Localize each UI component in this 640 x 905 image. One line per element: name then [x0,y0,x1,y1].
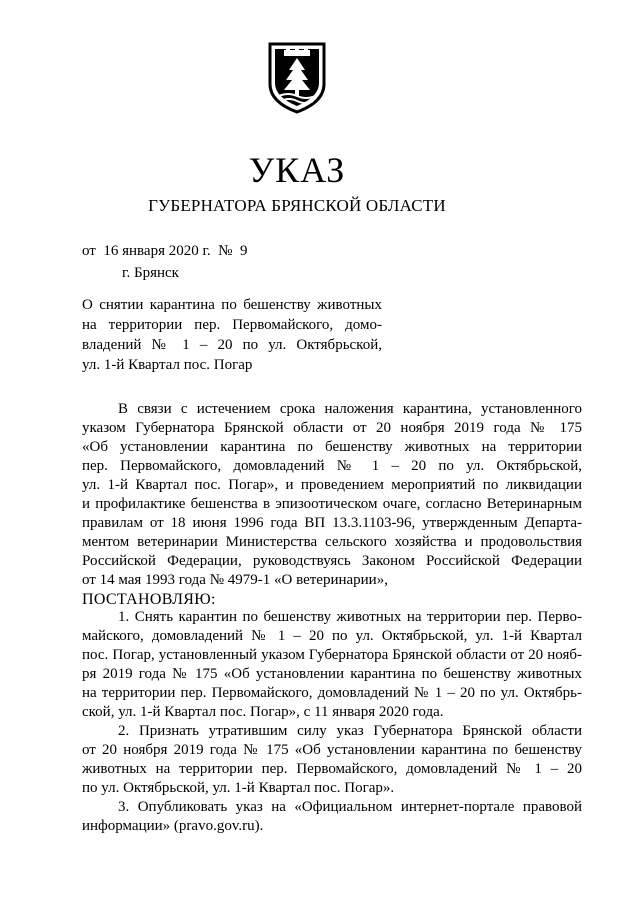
preamble-line: пер. Первомайского, домовладений № 1 – 20 по ул. Октябрьской, [82,458,582,474]
item-2-paragraph [82,722,582,798]
document-subject [82,295,382,375]
item-line: майского, домовладений № 1 – 20 по ул. Октябрьской, ул. 1-й Квартал [82,628,582,644]
preamble-line: и профилактике бешенства в эпизоотическом очаге, согласно Ветеринарным [82,496,582,512]
subject-line: О снятии карантина по бешенству животных [82,297,382,313]
decree-word: ПОСТАНОВЛЯЮ: [82,591,216,608]
item-line: 2. Признать утратившим силу указ Губернатора Брянской области [118,723,582,739]
item-line: 3. Опубликовать указ на «Официальном интернет-портале правовой [118,799,582,815]
preamble-line: «Об установлении карантина по бешенству животных на территории [82,439,582,455]
item-line: ской, ул. 1-й Квартал пос. Погар», с 11 января 2020 года. [82,704,444,720]
preamble-line: указом Губернатора Брянской области от 20 ноября 2019 года № 175 [82,420,582,436]
subject-line: владений № 1 – 20 по ул. Октябрьской, [82,337,382,353]
item-line: 1. Снять карантин по бешенству животных на территории пер. Перво- [118,609,582,625]
subject-line: на территории пер. Первомайского, домо- [82,317,382,333]
document-title: УКАЗ [248,150,346,190]
item-line: на территории пер. Первомайского, домовладений № 1 – 20 по ул. Октябрь- [82,685,582,701]
item-line: ря 2019 года № 175 «Об установлении карантина по бешенству животных [82,666,582,682]
preamble-line: В связи с истечением срока наложения карантина, установленного [118,401,582,417]
document-date-number: от 16 января 2020 г. № 9 [82,243,248,259]
document-city: г. Брянск [122,265,179,281]
preamble-line: ул. 1-й Квартал пос. Погар», и проведением мероприятий по ликвидации [82,477,582,493]
item-3-paragraph [82,798,582,836]
coat-of-arms-icon [266,40,328,116]
item-line: от 20 ноября 2019 года № 175 «Об установлении карантина по бешенству [82,742,582,758]
subject-line: ул. 1-й Квартал пос. Погар [82,357,253,373]
document-subtitle: ГУБЕРНАТОРА БРЯНСКОЙ ОБЛАСТИ [148,196,446,215]
preamble-line: Российской Федерации, руководствуясь Законом Российской Федерации [82,553,582,569]
item-line: животных на территории пер. Первомайского, домовладений № 1 – 20 [82,761,582,777]
preamble-paragraph [82,400,582,609]
item-line: пос. Погар, установленный указом Губернатора Брянской области от 20 нояб- [82,647,582,663]
item-line: информации» (pravo.gov.ru). [82,818,264,834]
preamble-line: от 14 мая 1993 года № 4979-1 «О ветеринарии», [82,572,388,588]
preamble-line: правилам от 18 июня 1996 года ВП 13.3.1103-96, утвержденным Департа- [82,515,582,531]
item-line: по ул. Октябрьской, ул. 1-й Квартал пос. Погар». [82,780,395,796]
item-1-paragraph [82,608,582,722]
preamble-line: ментом ветеринарии Министерства сельского хозяйства и продовольствия [82,534,582,550]
